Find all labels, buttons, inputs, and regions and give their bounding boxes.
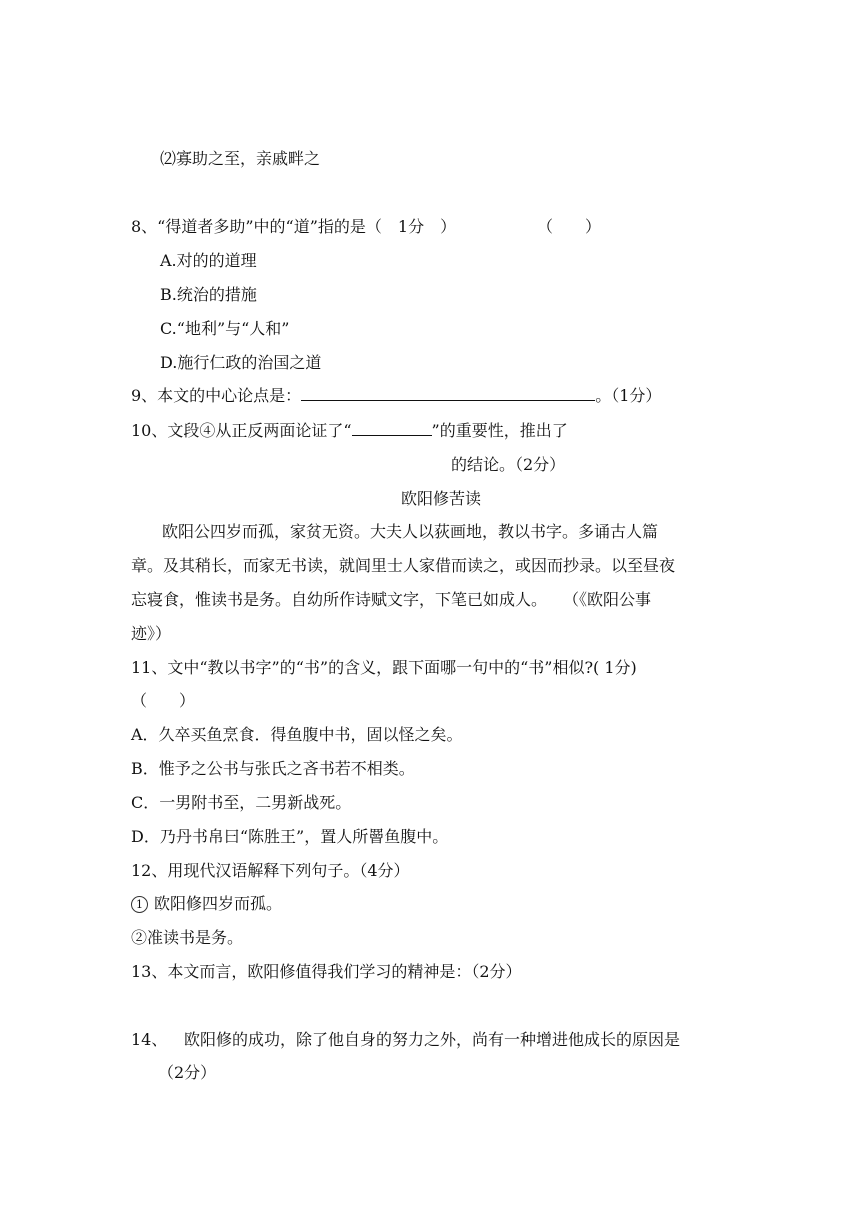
question-14: 欧阳修的成功，除了他自身的努力之外，尚有一种增进他成长的原因是 bbox=[184, 1030, 681, 1049]
passage-title: 欧阳修苦读 bbox=[401, 489, 482, 508]
question-10-blank[interactable] bbox=[352, 421, 432, 436]
question-13: 13、本文而言，欧阳修值得我们学习的精神是：（2分） bbox=[131, 962, 522, 981]
question-14-number: 14、 bbox=[131, 1030, 168, 1049]
passage-line-2: 章。及其稍长，而家无书读，就闾里士人家借而读之，或因而抄录。以至昼夜 bbox=[131, 556, 676, 575]
circled-number-1: 1 bbox=[131, 896, 148, 913]
question-8-option-a[interactable]: A.对的的道理 bbox=[160, 251, 257, 270]
question-8-option-b[interactable]: B.统治的措施 bbox=[160, 285, 257, 304]
question-9-blank[interactable] bbox=[301, 386, 595, 401]
question-10-text-end: ”的重要性，推出了 bbox=[431, 421, 568, 440]
passage-line-1: 欧阳公四岁而孤，家贫无资。大夫人以荻画地，教以书字。多诵古人篇 bbox=[162, 522, 659, 541]
question-8-answer-paren[interactable]: （ ） bbox=[537, 217, 602, 236]
passage-line-3: 忘寝食，惟读书是务。自幼所作诗赋文字，下笔已如成人。 （《欧阳公事 bbox=[131, 590, 652, 609]
question-9 bbox=[131, 386, 661, 406]
sentence-2: ⑵寡助之至，亲戚畔之 bbox=[160, 149, 321, 168]
question-11-option-c[interactable]: C．一男附书至，二男新战死。 bbox=[131, 793, 352, 812]
question-9-text: 9、本文的中心论点是： bbox=[131, 386, 302, 405]
passage-source: 迹》） bbox=[131, 624, 172, 643]
question-11-option-d[interactable]: D．乃丹书帛曰“陈胜王”，置人所罾鱼腹中。 bbox=[131, 827, 449, 846]
question-11-option-a[interactable]: A．久卒买鱼烹食．得鱼腹中书，固以怪之矣。 bbox=[131, 725, 463, 744]
question-14-score: （2分） bbox=[158, 1063, 217, 1082]
question-12-item-1-text: 欧阳修四岁而孤。 bbox=[154, 894, 283, 913]
question-10-text: 10、文段④从正反两面论证了“ bbox=[131, 421, 352, 440]
question-10 bbox=[131, 421, 568, 441]
question-11: 11、文中“教以书字”的“书”的含义，跟下面哪一句中的“书”相似?( 1分) bbox=[131, 658, 637, 677]
question-10-line-2: 的结论。（2分） bbox=[451, 455, 566, 474]
question-12-item-1 bbox=[131, 894, 282, 914]
question-9-score: 。（1分） bbox=[595, 386, 662, 405]
question-8: 8、“得道者多助”中的“道”指的是（ 1分 ） bbox=[131, 217, 457, 236]
question-11-answer-paren[interactable]: （ ） bbox=[131, 691, 196, 710]
question-12-item-2: ②准读书是务。 bbox=[131, 928, 244, 947]
question-8-option-c[interactable]: C.“地利”与“人和” bbox=[160, 319, 290, 338]
question-11-option-b[interactable]: B．惟予之公书与张氏之吝书若不相类。 bbox=[131, 759, 415, 778]
question-12: 12、用现代汉语解释下列句子。（4分） bbox=[131, 861, 410, 880]
question-8-option-d[interactable]: D.施行仁政的治国之道 bbox=[160, 353, 322, 372]
